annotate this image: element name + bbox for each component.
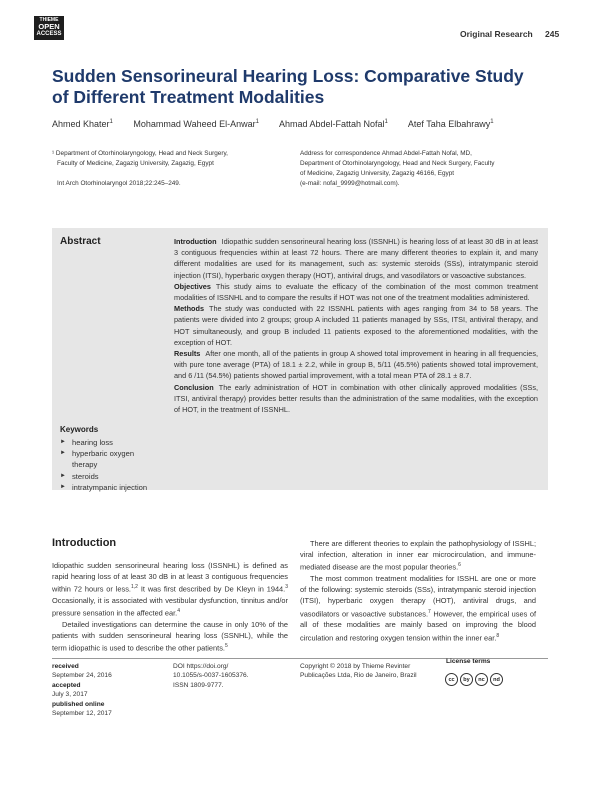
abstract-results: Results After one month, all of the patients in group A showed total improvement in hearing in all frequencies, with pure tone average (PTA) of 18.1 ± 2.2, while in group B, 5/11 (45.5%) patients showed total improvement, and 6 /11 (54.5%) patients showed partial improvement, with a total mean PTA of 28.1 ± 8.7.	[174, 349, 538, 381]
body-paragraph: The most common treatment modalities for ISSHL are one or more of the following: systemic steroids (SSs), intratympanic steroid injection (ITSI), hyperbaric oxygen therapy (HOT), antiviral drugs, and vasodilators or vasoactive substances.$^7$ However, the empirical uses of all of these modalities are mainly based on improving the blood circulation and restoring oxygen tension within the inner ear.$^8$	[300, 574, 536, 643]
page-number: 245	[545, 29, 560, 39]
author: Atef Taha Elbahrawy$^1$	[407, 119, 494, 129]
doi-link[interactable]: DOI https://doi.org/	[173, 663, 229, 670]
cc-nd-icon: nd	[490, 673, 503, 686]
keyword-item: ► hyperbaric oxygen therapy	[60, 448, 160, 470]
introduction-left-column	[52, 560, 288, 654]
keyword-item: ► intratympanic injection	[60, 482, 160, 493]
cc-license-icons[interactable]	[445, 673, 503, 686]
body-paragraph: Detailed investigations can determine the cause in only 10% of the patients with sudden sensorineural hearing loss (SSNHL), while the term idiopathic is used to describe the other patients.$^5$	[52, 619, 288, 653]
cc-by-icon: by	[460, 673, 473, 686]
keywords-label: Keywords	[60, 425, 99, 434]
keywords-list	[60, 437, 160, 493]
abstract-text	[174, 236, 538, 415]
copyright: Copyright © 2018 by Thieme Revinter Publicações Ltda, Rio de Janeiro, Brazil	[300, 663, 417, 680]
introduction-right-column	[300, 538, 536, 643]
author: Mohammad Waheed El-Anwar$^1$	[133, 119, 259, 129]
affiliation: ¹ Department of Otorhinolaryngology, Head and Neck Surgery, Faculty of Medicine, Zagazig University, Zagazig, Egypt	[52, 150, 228, 167]
correspondence: Address for correspondence Ahmad Abdel-Fattah Nofal, MD, Department of Otorhinolaryngology, Head and Neck Surgery, Faculty of Medicine, Zagazig University, Zagazig 46166, Egypt (e-mail: nofal_9999@hotmail.com).	[300, 149, 550, 189]
thieme-open-access-logo: THIEME OPEN ACCESS	[34, 16, 64, 40]
author: Ahmed Khater$^1$	[52, 119, 113, 129]
keyword-item: ► steroids	[60, 471, 160, 482]
cc-nc-icon: nc	[475, 673, 488, 686]
body-paragraph: There are different theories to explain the pathophysiology of ISSHL; viral infection, alteration in inner ear microcirculation, and immune-mediated disease are the most popular theories.$^6$	[300, 539, 536, 572]
introduction-heading: Introduction	[52, 537, 117, 549]
abstract-methods: Methods The study was conducted with 22 ISSNHL patients with ages ranging from 34 to 58 years. The patients were divided into 2 groups; group A included 11 patients managed by SSs, ITSI, antiviral therapy, and HOT simultaneously, and group B included 11 patients exposed to the aforementioned modalities, with the exception of HOT.	[174, 304, 538, 347]
abstract-label: Abstract	[60, 236, 101, 247]
article-dates: received September 24, 2016 accepted July 3, 2017 published online September 12, 2017	[52, 663, 112, 718]
cc-icon: cc	[445, 673, 458, 686]
author-list	[52, 119, 512, 129]
doi-info: DOI https://doi.org/ 10.1055/s-0037-1605376. ISSN 1809-9777.	[173, 663, 249, 689]
section-label: Original Research	[460, 29, 533, 39]
license-terms-label[interactable]: License terms	[446, 658, 491, 665]
email-link[interactable]: (e-mail: nofal_9999@hotmail.com).	[300, 180, 400, 187]
keyword-item: ► hearing loss	[60, 437, 160, 448]
abstract-objectives: Objectives This study aims to evaluate the efficacy of the combination of the most common treatment modalities of ISSNHL and to compare the results if HOT was not one of the treatment modalities administered.	[174, 281, 538, 303]
abstract-conclusion: Conclusion The early administration of HOT in combination with other clinically approved modalities (SSs, ITSI, antiviral therapy) provides better results than the administration of the same modalities, with the exception of HOT, in the treatment of ISSNHL.	[174, 382, 538, 415]
author: Ahmad Abdel-Fattah Nofal$^1$	[278, 119, 388, 129]
body-paragraph: Idiopathic sudden sensorineural hearing loss (ISSNHL) is defined as rapid hearing loss of at least 30 dB in at least 3 contiguous frequencies within 72 hours or less.$^{1,2}$ It was first described by De Kleyn in 1944.$^3$ Occasionally, it is associated with vestibular dysfunction, tinnitus and/or pressure sensation in the affected ear.$^4$	[52, 561, 289, 618]
article-title: Sudden Sensorineural Hearing Loss: Comparative Study of Different Treatment Modalities	[52, 66, 524, 107]
citation: Int Arch Otorhinolaryngol 2018;22:245–249.	[57, 180, 181, 187]
abstract-introduction: Introduction Idiopathic sudden sensorineural hearing loss (ISSNHL) is hearing loss of at least 30 dB in at least 3 contiguous frequencies within at least 72 hours. There are many different theories to explain it, and many different modalities are used for its management, such as: systemic steroids (SSs), intratympanic steroid injection (ITSI), hyperbaric oxygen therapy (HOT), antiviral drugs, and vasodilators or vasoactive substances.	[174, 237, 538, 280]
